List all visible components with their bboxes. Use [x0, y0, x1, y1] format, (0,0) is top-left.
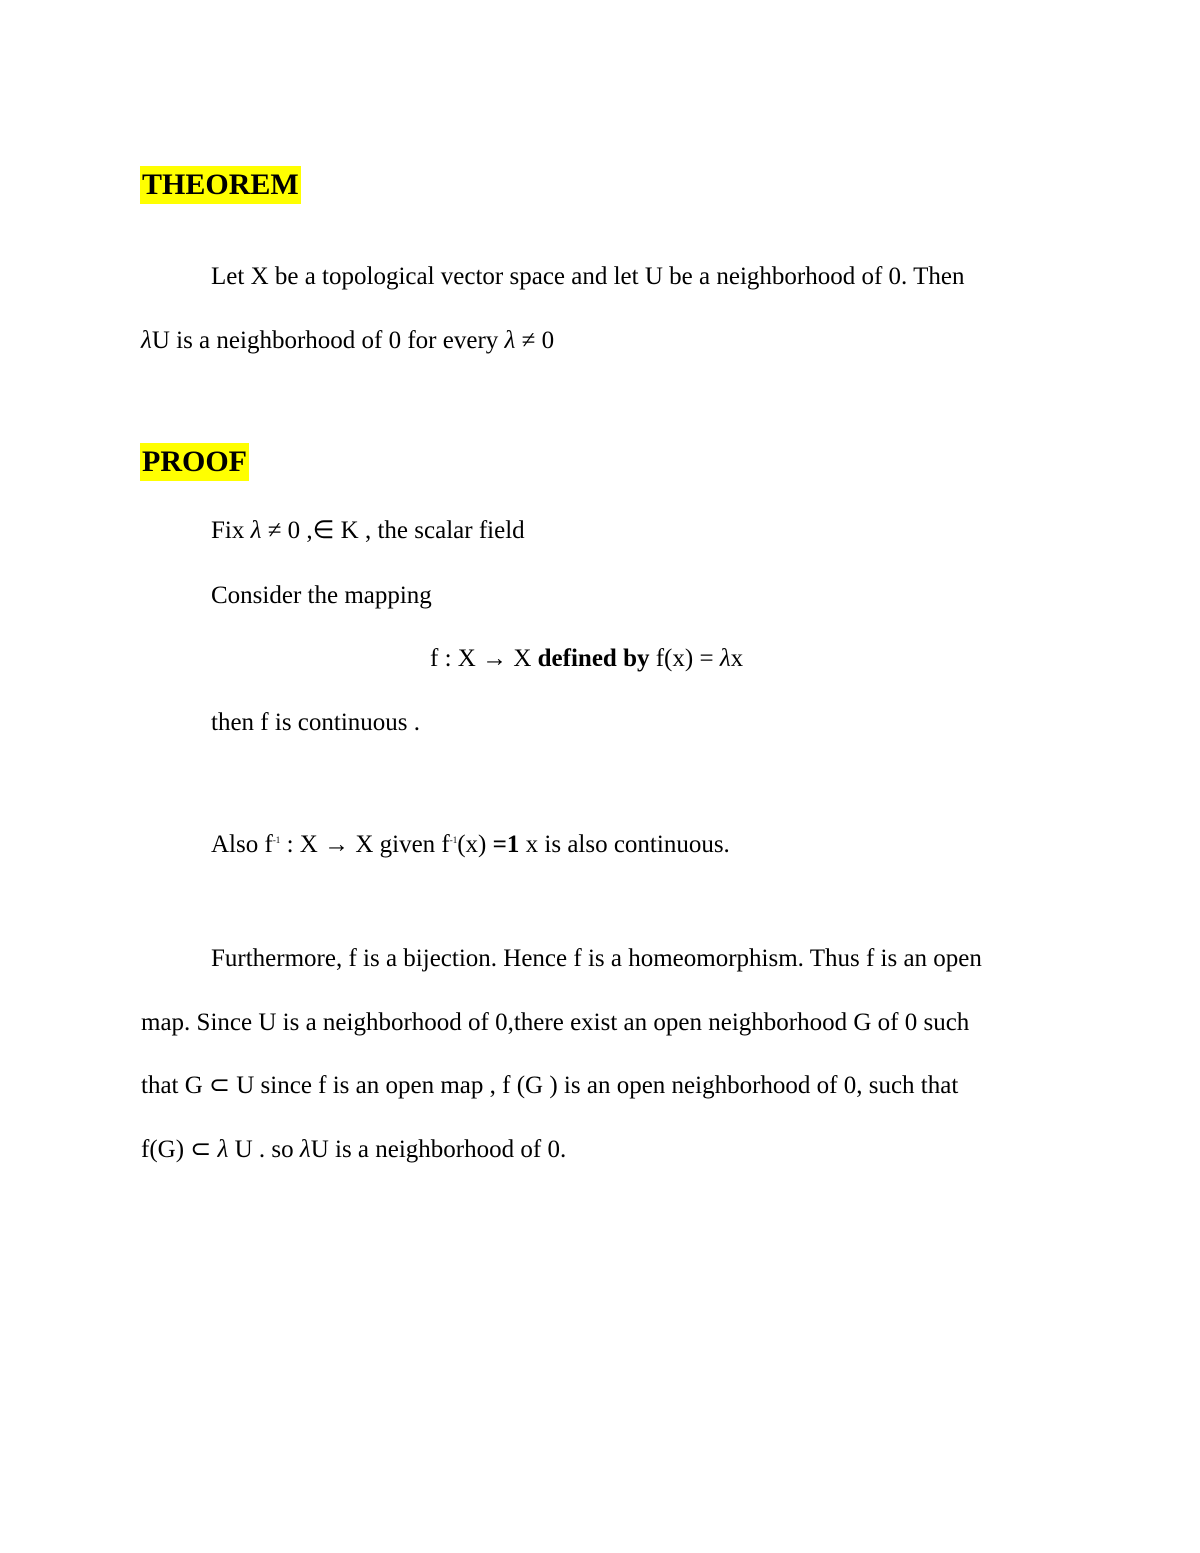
proof-paragraph-line-1: Furthermore, f is a bijection. Hence f is a homeomorphism. Thus f is an open	[211, 945, 982, 972]
mapping-defined-by: defined by	[537, 645, 650, 672]
inverse-text-d: =1	[492, 831, 520, 858]
superscript-minus-one: -1	[272, 835, 281, 845]
theorem-line-1: Let X be a topological vector space and let U be a neighborhood of 0. Then	[211, 263, 965, 290]
lambda-symbol: λ	[504, 327, 516, 354]
fix-text: Fix	[211, 517, 251, 544]
superscript-minus-one: -1	[449, 835, 458, 845]
proof-inverse-line	[211, 825, 730, 860]
mapping-x: x	[730, 645, 744, 672]
inverse-text-e: x is also continuous.	[519, 831, 730, 858]
proof-paragraph-line-2: map. Since U is a neighborhood of 0,there exist an open neighborhood G of 0 such	[141, 1009, 970, 1036]
proof-heading: PROOF	[140, 443, 249, 481]
proof-paragraph-line-3: that G ⊂ U since f is an open map , f (G ) is an open neighborhood of 0, such that	[141, 1072, 959, 1099]
lambda-symbol: λ	[217, 1136, 229, 1163]
fix-rest: ≠ 0 ,∈ K , the scalar field	[261, 517, 525, 544]
proof-fix-line	[211, 516, 525, 546]
theorem-line-2-text: U is a neighborhood of 0 for every	[151, 327, 505, 354]
proof-mapping-line	[430, 644, 743, 674]
inverse-text-b: : X → X given f	[280, 831, 450, 858]
para-l4-a: f(G) ⊂	[141, 1136, 218, 1163]
inverse-text-c: (x)	[457, 831, 493, 858]
theorem-line-2-end: ≠ 0	[515, 327, 555, 354]
theorem-heading: THEOREM	[140, 166, 301, 204]
lambda-symbol: λ	[299, 1136, 311, 1163]
proof-continuous-line: then f is continuous .	[211, 709, 421, 736]
lambda-symbol: λ	[719, 645, 731, 672]
mapping-fx: f(x) =	[649, 645, 720, 672]
lambda-symbol: λ	[250, 517, 262, 544]
theorem-line-2	[141, 326, 554, 356]
lambda-symbol: λ	[141, 327, 152, 354]
inverse-text-a: Also f	[211, 831, 273, 858]
para-l4-c: U is a neighborhood of 0.	[310, 1136, 567, 1163]
mapping-f: f : X → X	[430, 645, 538, 672]
para-l4-b: U . so	[228, 1136, 300, 1163]
proof-paragraph-line-4	[141, 1135, 566, 1165]
proof-consider-line: Consider the mapping	[211, 582, 432, 609]
